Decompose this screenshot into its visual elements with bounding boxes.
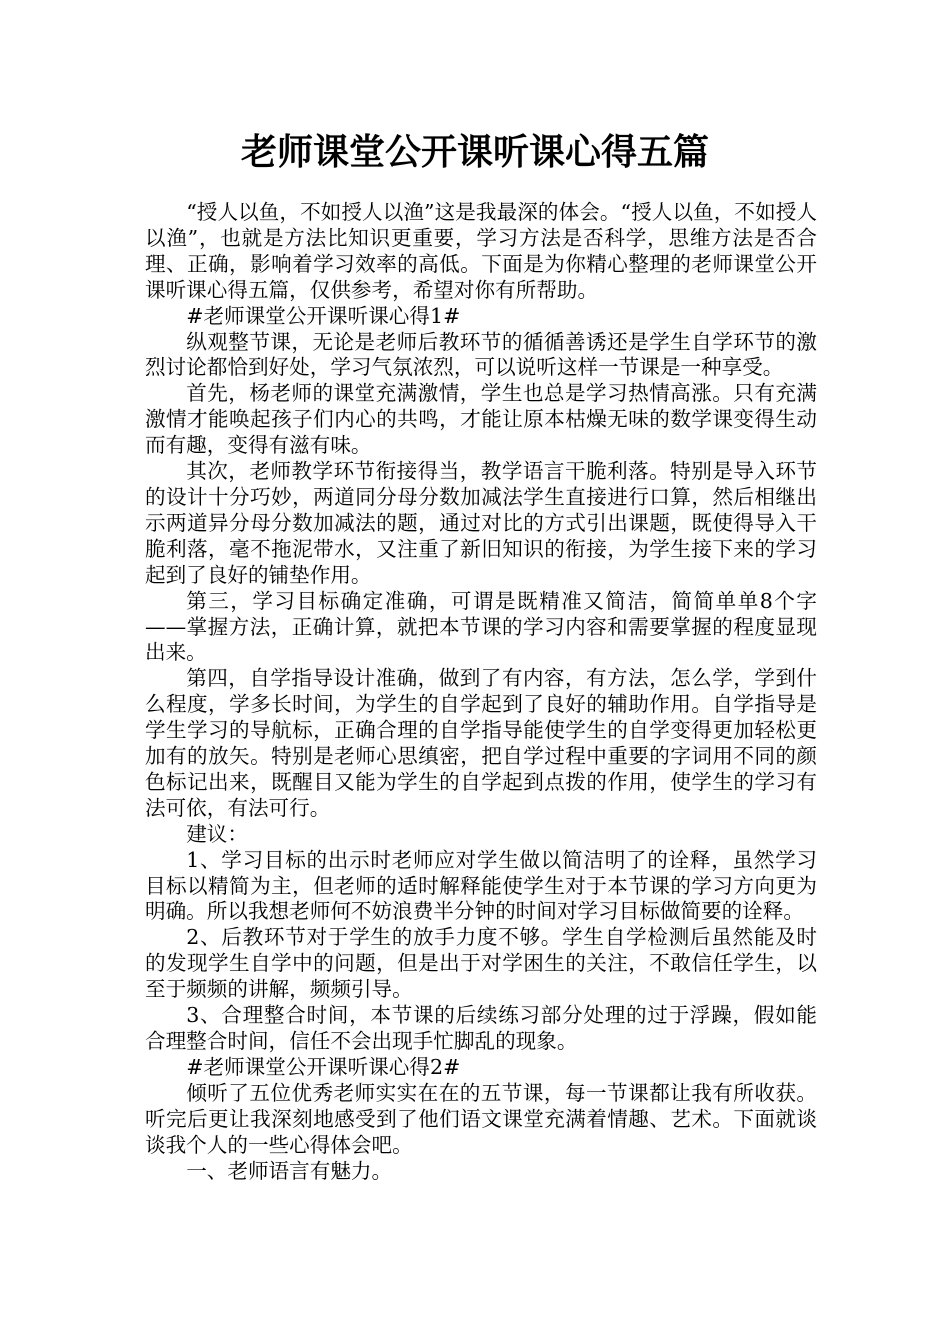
intro-paragraph: “授人以鱼，不如授人以渔”这是我最深的体会。“授人以鱼，不如授人以渔”，也就是方法比知识更重要，学习方法是否科学，思维方法是否合理、正确，影响着学习效率的高低。下面是为你精心整理的老师课堂公开课听课心得五篇，仅供参考，希望对你有所帮助。 [145, 200, 817, 302]
document-body [145, 200, 817, 1184]
body-paragraph: 一、老师语言有魅力。 [186, 1158, 393, 1183]
body-paragraph: 其次，老师教学环节衔接得当，教学语言干脆利落。特别是导入环节的设计十分巧妙，两道同分母分数加减法学生直接进行口算，然后相继出示两道异分母分数加减法的题，通过对比的方式引出课题，既使得导入干脆利落，毫不拖泥带水，又注重了新旧知识的衔接，为学生接下来的学习起到了良好的铺垫作用。 [145, 459, 817, 587]
body-paragraph: 第四，自学指导设计准确，做到了有内容，有方法，怎么学，学到什么程度，学多长时间，为学生的自学起到了良好的辅助作用。自学指导是学生学习的导航标，正确合理的自学指导能使学生的自学变得更加轻松更加有的放矢。特别是老师心思缜密，把自学过程中重要的字词用不同的颜色标记出来，既醒目又能为学生的自学起到点拨的作用，使学生的学习有法可依，有法可行。 [145, 666, 817, 820]
body-paragraph: 首先，杨老师的课堂充满激情，学生也总是学习热情高涨。只有充满激情才能唤起孩子们内心的共鸣，才能让原本枯燥无味的数学课变得生动而有趣，变得有滋有味。 [145, 381, 817, 458]
suggestion-item: 2、后教环节对于学生的放手力度不够。学生自学检测后虽然能及时的发现学生自学中的问题，但是出于对学困生的关注，不敢信任学生，以至于频频的讲解，频频引导。 [145, 925, 817, 1002]
section-heading-2: #老师课堂公开课听课心得2# [186, 1054, 461, 1079]
body-paragraph: 纵观整节课，无论是老师后教环节的循循善诱还是学生自学环节的激烈讨论都恰到好处，学习气氛浓烈，可以说听这样一节课是一种享受。 [145, 329, 817, 380]
suggestion-item: 1、学习目标的出示时老师应对学生做以简洁明了的诠释，虽然学习目标以精简为主，但老师的适时解释能使学生对于本节课的学习方向更为明确。所以我想老师何不妨浪费半分钟的时间对学习目标做简要的诠释。 [145, 847, 817, 924]
body-paragraph: 第三，学习目标确定准确，可谓是既精准又简洁，简简单单8个字——掌握方法，正确计算，就把本节课的学习内容和需要掌握的程度显现出来。 [145, 588, 817, 665]
document-title: 老师课堂公开课听课心得五篇 [240, 132, 709, 173]
section-heading-1: #老师课堂公开课听课心得1# [186, 303, 461, 328]
body-paragraph: 倾听了五位优秀老师实实在在的五节课，每一节课都让我有所收获。听完后更让我深刻地感受到了他们语文课堂充满着情趣、艺术。下面就谈谈我个人的一些心得体会吧。 [145, 1080, 817, 1157]
suggestion-item: 3、合理整合时间，本节课的后续练习部分处理的过于浮躁，假如能合理整合时间，信任不会出现手忙脚乱的现象。 [145, 1003, 817, 1053]
suggestions-heading: 建议： [186, 821, 248, 846]
